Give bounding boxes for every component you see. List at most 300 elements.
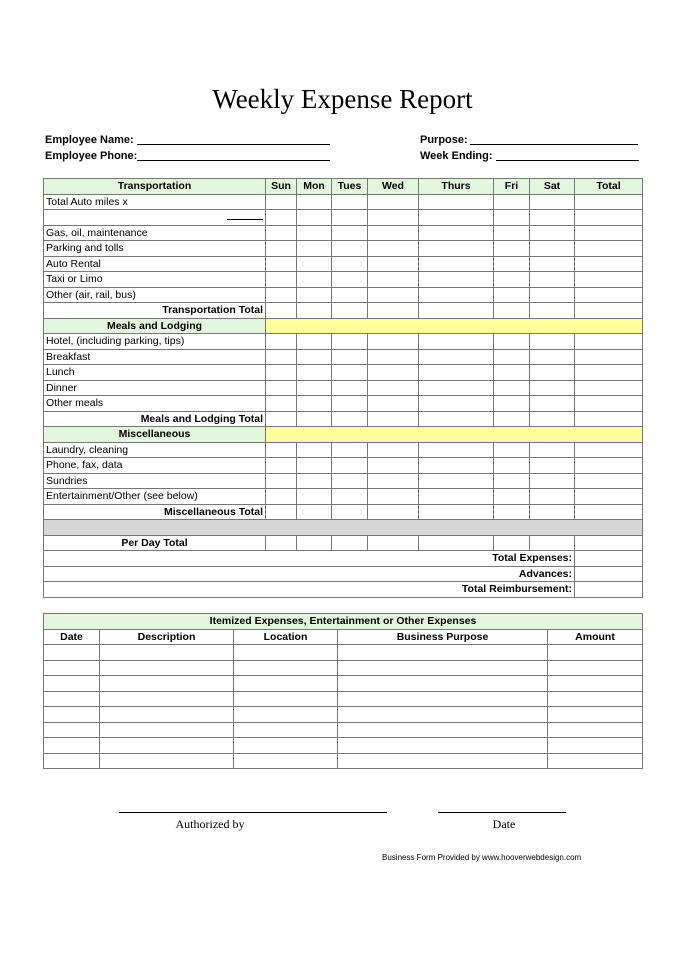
per-day-total-row-amount-cell[interactable] xyxy=(368,535,419,551)
transportation-row xyxy=(44,256,643,272)
transportation-row-amount-cell[interactable] xyxy=(368,225,419,241)
itemized-entry-cell[interactable] xyxy=(44,753,100,769)
itemized-entry-cell[interactable] xyxy=(44,645,100,661)
misc-row-amount-cell[interactable] xyxy=(332,458,368,474)
transportation-row xyxy=(44,225,643,241)
itemized-column-header: Date xyxy=(44,629,100,645)
transportation-row-amount-cell[interactable] xyxy=(494,287,530,303)
itemized-entry-row xyxy=(44,707,643,723)
per-day-total-row-amount-cell[interactable] xyxy=(332,535,368,551)
misc-row-amount-cell[interactable] xyxy=(575,473,643,489)
transportation-row-amount-cell[interactable] xyxy=(530,287,575,303)
meals-row-amount-cell[interactable] xyxy=(332,396,368,412)
meals-total-row-amount-cell[interactable] xyxy=(368,411,419,427)
summary-row xyxy=(44,551,643,567)
misc-row-label: Laundry, cleaning xyxy=(44,442,266,458)
itemized-entry-cell[interactable] xyxy=(100,753,234,769)
transportation-row-amount-cell[interactable] xyxy=(494,241,530,257)
summary-label: Advances: xyxy=(44,566,575,582)
transportation-row-amount-cell[interactable] xyxy=(297,272,332,288)
summary-label: Total Expenses: xyxy=(44,551,575,567)
meals-row-amount-cell[interactable] xyxy=(332,334,368,350)
transportation-row-amount-cell[interactable] xyxy=(368,272,419,288)
misc-row-amount-cell[interactable] xyxy=(419,458,494,474)
itemized-entry-cell[interactable] xyxy=(44,676,100,692)
summary-amount-cell[interactable] xyxy=(575,566,643,582)
meals-row-label: Lunch xyxy=(44,365,266,381)
itemized-entry-row xyxy=(44,676,643,692)
meals-row-amount-cell[interactable] xyxy=(419,380,494,396)
transportation-total-row-amount-cell[interactable] xyxy=(530,303,575,319)
transportation-row-amount-cell[interactable] xyxy=(530,272,575,288)
transportation-row-amount-cell[interactable] xyxy=(575,225,643,241)
meals-row-amount-cell[interactable] xyxy=(575,396,643,412)
per-day-total-row xyxy=(44,535,643,551)
itemized-entry-cell[interactable] xyxy=(44,707,100,723)
transportation-row-amount-cell[interactable] xyxy=(297,225,332,241)
itemized-header-row xyxy=(44,629,643,645)
transportation-total-row-amount-cell[interactable] xyxy=(494,303,530,319)
transportation-header: Transportation xyxy=(44,179,266,195)
meals-total-row xyxy=(44,411,643,427)
summary-amount-cell[interactable] xyxy=(575,551,643,567)
transportation-row-amount-cell[interactable] xyxy=(266,256,297,272)
misc-row-amount-cell[interactable] xyxy=(494,442,530,458)
footer-credit: Business Form Provided by www.hooverwebdesign.com xyxy=(382,853,582,862)
misc-row-amount-cell[interactable] xyxy=(368,442,419,458)
employee-phone-label: Employee Phone: xyxy=(45,150,138,162)
meals-row-amount-cell[interactable] xyxy=(297,365,332,381)
misc-row-amount-cell[interactable] xyxy=(530,458,575,474)
meals-row-amount-cell[interactable] xyxy=(575,365,643,381)
transportation-row-amount-cell[interactable] xyxy=(297,194,332,210)
itemized-entry-cell[interactable] xyxy=(338,738,548,754)
meals-row-amount-cell[interactable] xyxy=(530,396,575,412)
itemized-entry-cell[interactable] xyxy=(338,645,548,661)
expense-table xyxy=(43,178,643,598)
meals-row-amount-cell[interactable] xyxy=(494,365,530,381)
meals-row-amount-cell[interactable] xyxy=(297,396,332,412)
miles-rate-field[interactable] xyxy=(227,210,263,220)
misc-row-amount-cell[interactable] xyxy=(332,473,368,489)
meals-row-amount-cell[interactable] xyxy=(368,396,419,412)
meals-row-amount-cell[interactable] xyxy=(419,349,494,365)
transportation-row-amount-cell[interactable] xyxy=(494,272,530,288)
transportation-row-label: Auto Rental xyxy=(44,256,266,272)
per-day-total-row-amount-cell[interactable] xyxy=(297,535,332,551)
transportation-row-label: Taxi or Limo xyxy=(44,272,266,288)
itemized-entry-row xyxy=(44,738,643,754)
misc-row-amount-cell[interactable] xyxy=(419,442,494,458)
transportation-row-amount-cell[interactable] xyxy=(266,194,297,210)
meals-row-label: Dinner xyxy=(44,380,266,396)
meals-row-amount-cell[interactable] xyxy=(419,396,494,412)
misc-row-amount-cell[interactable] xyxy=(530,489,575,505)
misc-row-amount-cell[interactable] xyxy=(266,458,297,474)
per-day-total-row-amount-cell[interactable] xyxy=(575,535,643,551)
misc-section-row-band xyxy=(266,427,643,443)
meals-row-amount-cell[interactable] xyxy=(494,396,530,412)
meals-section-row-band xyxy=(266,318,643,334)
transportation-row-amount-cell[interactable] xyxy=(575,287,643,303)
meals-row-amount-cell[interactable] xyxy=(266,334,297,350)
itemized-entry-row xyxy=(44,691,643,707)
itemized-entry-cell[interactable] xyxy=(44,660,100,676)
meals-row-amount-cell[interactable] xyxy=(368,365,419,381)
per-day-total-row-amount-cell[interactable] xyxy=(419,535,494,551)
transportation-row-amount-cell[interactable] xyxy=(494,210,530,226)
meals-row-amount-cell[interactable] xyxy=(332,349,368,365)
separator-row xyxy=(44,520,643,536)
meals-row-amount-cell[interactable] xyxy=(530,334,575,350)
meals-total-row-amount-cell[interactable] xyxy=(419,411,494,427)
misc-row-amount-cell[interactable] xyxy=(266,442,297,458)
transportation-row-amount-cell[interactable] xyxy=(419,225,494,241)
misc-row-amount-cell[interactable] xyxy=(332,489,368,505)
transportation-row-amount-cell[interactable] xyxy=(332,225,368,241)
transportation-row-label xyxy=(44,210,266,226)
misc-row-amount-cell[interactable] xyxy=(297,458,332,474)
itemized-entry-cell[interactable] xyxy=(44,722,100,738)
meals-row-amount-cell[interactable] xyxy=(368,349,419,365)
transportation-row-amount-cell[interactable] xyxy=(332,194,368,210)
misc-row-amount-cell[interactable] xyxy=(297,489,332,505)
meals-row-amount-cell[interactable] xyxy=(530,349,575,365)
meals-row xyxy=(44,365,643,381)
itemized-entry-row xyxy=(44,660,643,676)
transportation-row-amount-cell[interactable] xyxy=(530,210,575,226)
misc-row-label: Entertainment/Other (see below) xyxy=(44,489,266,505)
meals-row-label: Hotel, (including parking, tips) xyxy=(44,334,266,350)
week-ending-label: Week Ending: xyxy=(420,150,493,162)
meals-section-row-label: Meals and Lodging xyxy=(44,318,266,334)
transportation-row xyxy=(44,210,643,226)
misc-row xyxy=(44,489,643,505)
transportation-row xyxy=(44,287,643,303)
meals-total-row-amount-cell[interactable] xyxy=(297,411,332,427)
itemized-entry-cell[interactable] xyxy=(548,691,643,707)
meals-row xyxy=(44,349,643,365)
signature-date-label: Date xyxy=(492,817,516,831)
itemized-entry-cell[interactable] xyxy=(548,645,643,661)
misc-total-row-amount-cell[interactable] xyxy=(332,504,368,520)
itemized-entry-cell[interactable] xyxy=(548,722,643,738)
itemized-entry-cell[interactable] xyxy=(100,722,234,738)
meals-row-amount-cell[interactable] xyxy=(368,334,419,350)
transportation-row-amount-cell[interactable] xyxy=(575,272,643,288)
meals-row-amount-cell[interactable] xyxy=(297,334,332,350)
misc-total-row xyxy=(44,504,643,520)
itemized-entry-cell[interactable] xyxy=(100,645,234,661)
transportation-row-amount-cell[interactable] xyxy=(368,210,419,226)
itemized-entry-cell[interactable] xyxy=(44,691,100,707)
itemized-entry-cell[interactable] xyxy=(234,676,338,692)
misc-total-row-amount-cell[interactable] xyxy=(494,504,530,520)
itemized-entry-cell[interactable] xyxy=(338,660,548,676)
meals-row-amount-cell[interactable] xyxy=(332,365,368,381)
misc-row-amount-cell[interactable] xyxy=(419,473,494,489)
meals-row-amount-cell[interactable] xyxy=(530,380,575,396)
day-header-mon: Mon xyxy=(297,179,332,195)
itemized-entry-cell[interactable] xyxy=(548,753,643,769)
itemized-column-header: Amount xyxy=(548,629,643,645)
transportation-row-amount-cell[interactable] xyxy=(368,194,419,210)
misc-total-row-amount-cell[interactable] xyxy=(419,504,494,520)
meals-row-label: Other meals xyxy=(44,396,266,412)
misc-row-amount-cell[interactable] xyxy=(530,473,575,489)
misc-row xyxy=(44,473,643,489)
meals-row-amount-cell[interactable] xyxy=(419,365,494,381)
meals-total-row-amount-cell[interactable] xyxy=(530,411,575,427)
transportation-row-amount-cell[interactable] xyxy=(575,194,643,210)
misc-row-amount-cell[interactable] xyxy=(368,489,419,505)
misc-row-amount-cell[interactable] xyxy=(419,489,494,505)
meals-row-amount-cell[interactable] xyxy=(530,365,575,381)
itemized-column-header: Business Purpose xyxy=(338,629,548,645)
itemized-column-header: Location xyxy=(234,629,338,645)
misc-row-amount-cell[interactable] xyxy=(494,458,530,474)
employee-name-field[interactable] xyxy=(137,144,330,145)
itemized-entry-cell[interactable] xyxy=(100,691,234,707)
meals-row-label: Breakfast xyxy=(44,349,266,365)
transportation-row-amount-cell[interactable] xyxy=(419,256,494,272)
transportation-row-amount-cell[interactable] xyxy=(575,256,643,272)
transportation-row-amount-cell[interactable] xyxy=(575,210,643,226)
transportation-row-amount-cell[interactable] xyxy=(419,210,494,226)
itemized-entry-cell[interactable] xyxy=(548,676,643,692)
misc-row-label: Phone, fax, data xyxy=(44,458,266,474)
itemized-column-header: Description xyxy=(100,629,234,645)
transportation-row-label: Parking and tolls xyxy=(44,241,266,257)
day-header-sat: Sat xyxy=(530,179,575,195)
misc-row-amount-cell[interactable] xyxy=(297,473,332,489)
misc-total-row-label: Miscellaneous Total xyxy=(44,504,266,520)
summary-amount-cell[interactable] xyxy=(575,582,643,598)
purpose-label: Purpose: xyxy=(420,134,468,146)
meals-row-amount-cell[interactable] xyxy=(297,380,332,396)
misc-total-row-amount-cell[interactable] xyxy=(575,504,643,520)
misc-row-amount-cell[interactable] xyxy=(530,442,575,458)
employee-name-label: Employee Name: xyxy=(45,134,134,146)
meals-total-row-amount-cell[interactable] xyxy=(266,411,297,427)
transportation-row-amount-cell[interactable] xyxy=(530,256,575,272)
day-header-thurs: Thurs xyxy=(419,179,494,195)
misc-row-amount-cell[interactable] xyxy=(575,458,643,474)
itemized-entry-cell[interactable] xyxy=(234,660,338,676)
transportation-row xyxy=(44,194,643,210)
day-header-sun: Sun xyxy=(266,179,297,195)
transportation-row-amount-cell[interactable] xyxy=(297,210,332,226)
transportation-row-amount-cell[interactable] xyxy=(494,225,530,241)
itemized-entry-cell[interactable] xyxy=(234,722,338,738)
meals-row-amount-cell[interactable] xyxy=(419,334,494,350)
itemized-entry-cell[interactable] xyxy=(234,707,338,723)
transportation-row xyxy=(44,241,643,257)
itemized-expenses-table xyxy=(43,613,643,769)
day-header-fri: Fri xyxy=(494,179,530,195)
meals-row-amount-cell[interactable] xyxy=(332,380,368,396)
meals-section-row xyxy=(44,318,643,334)
transportation-row-amount-cell[interactable] xyxy=(266,287,297,303)
total-header: Total xyxy=(575,179,643,195)
table-header-row xyxy=(44,179,643,195)
transportation-row-amount-cell[interactable] xyxy=(266,210,297,226)
misc-total-row-amount-cell[interactable] xyxy=(530,504,575,520)
itemized-entry-cell[interactable] xyxy=(338,676,548,692)
itemized-title: Itemized Expenses, Entertainment or Other Expenses xyxy=(44,614,643,630)
misc-row xyxy=(44,458,643,474)
misc-row-amount-cell[interactable] xyxy=(297,442,332,458)
separator-band xyxy=(44,520,643,536)
meals-row-amount-cell[interactable] xyxy=(494,334,530,350)
transportation-row-amount-cell[interactable] xyxy=(368,241,419,257)
transportation-row-amount-cell[interactable] xyxy=(494,256,530,272)
transportation-row-label: Gas, oil, maintenance xyxy=(44,225,266,241)
transportation-row-amount-cell[interactable] xyxy=(266,272,297,288)
transportation-total-row-amount-cell[interactable] xyxy=(332,303,368,319)
itemized-entry-row xyxy=(44,753,643,769)
transportation-row-label: Other (air, rail, bus) xyxy=(44,287,266,303)
meals-row-amount-cell[interactable] xyxy=(266,349,297,365)
itemized-entry-cell[interactable] xyxy=(338,753,548,769)
transportation-row-amount-cell[interactable] xyxy=(297,287,332,303)
itemized-entry-cell[interactable] xyxy=(100,707,234,723)
per-day-total-row-label: Per Day Total xyxy=(44,535,266,551)
transportation-row-amount-cell[interactable] xyxy=(266,225,297,241)
misc-row-amount-cell[interactable] xyxy=(266,473,297,489)
itemized-entry-cell[interactable] xyxy=(44,738,100,754)
meals-row-amount-cell[interactable] xyxy=(575,349,643,365)
misc-row-amount-cell[interactable] xyxy=(368,473,419,489)
itemized-entry-cell[interactable] xyxy=(338,707,548,723)
itemized-entry-cell[interactable] xyxy=(338,691,548,707)
transportation-row-amount-cell[interactable] xyxy=(332,287,368,303)
transportation-total-row-amount-cell[interactable] xyxy=(575,303,643,319)
transportation-row-amount-cell[interactable] xyxy=(266,241,297,257)
employee-phone-field[interactable] xyxy=(137,160,330,161)
itemized-entry-cell[interactable] xyxy=(548,660,643,676)
transportation-total-row-amount-cell[interactable] xyxy=(419,303,494,319)
transportation-total-row-label: Transportation Total xyxy=(44,303,266,319)
misc-total-row-amount-cell[interactable] xyxy=(297,504,332,520)
transportation-row-amount-cell[interactable] xyxy=(419,287,494,303)
transportation-row-amount-cell[interactable] xyxy=(419,241,494,257)
transportation-row-amount-cell[interactable] xyxy=(575,241,643,257)
per-day-total-row-amount-cell[interactable] xyxy=(266,535,297,551)
transportation-total-row-amount-cell[interactable] xyxy=(368,303,419,319)
misc-total-row-amount-cell[interactable] xyxy=(266,504,297,520)
meals-total-row-amount-cell[interactable] xyxy=(494,411,530,427)
transportation-row-amount-cell[interactable] xyxy=(419,272,494,288)
itemized-entry-cell[interactable] xyxy=(548,707,643,723)
transportation-total-row xyxy=(44,303,643,319)
per-day-total-row-amount-cell[interactable] xyxy=(530,535,575,551)
purpose-field[interactable] xyxy=(470,144,638,145)
misc-total-row-amount-cell[interactable] xyxy=(368,504,419,520)
signature-date-line[interactable] xyxy=(438,812,566,813)
transportation-total-row-amount-cell[interactable] xyxy=(266,303,297,319)
meals-row xyxy=(44,380,643,396)
transportation-total-row-amount-cell[interactable] xyxy=(297,303,332,319)
itemized-entry-cell[interactable] xyxy=(100,660,234,676)
transportation-row-amount-cell[interactable] xyxy=(530,241,575,257)
meals-row-amount-cell[interactable] xyxy=(494,380,530,396)
meals-row-amount-cell[interactable] xyxy=(368,380,419,396)
misc-row-amount-cell[interactable] xyxy=(575,442,643,458)
meals-row xyxy=(44,396,643,412)
itemized-entry-cell[interactable] xyxy=(234,691,338,707)
misc-row xyxy=(44,442,643,458)
meals-row-amount-cell[interactable] xyxy=(266,396,297,412)
transportation-row-amount-cell[interactable] xyxy=(368,287,419,303)
itemized-entry-cell[interactable] xyxy=(548,738,643,754)
transportation-row-amount-cell[interactable] xyxy=(297,241,332,257)
misc-section-row xyxy=(44,427,643,443)
itemized-entry-cell[interactable] xyxy=(338,722,548,738)
misc-row-amount-cell[interactable] xyxy=(368,458,419,474)
day-header-tues: Tues xyxy=(332,179,368,195)
itemized-title-row xyxy=(44,614,643,630)
meals-row-amount-cell[interactable] xyxy=(266,365,297,381)
itemized-entry-cell[interactable] xyxy=(100,738,234,754)
itemized-entry-cell[interactable] xyxy=(234,738,338,754)
summary-row xyxy=(44,582,643,598)
transportation-row-amount-cell[interactable] xyxy=(530,194,575,210)
transportation-row-amount-cell[interactable] xyxy=(332,256,368,272)
transportation-row-amount-cell[interactable] xyxy=(332,210,368,226)
authorized-by-line[interactable] xyxy=(119,812,387,813)
transportation-row-amount-cell[interactable] xyxy=(494,194,530,210)
misc-row-label: Sundries xyxy=(44,473,266,489)
transportation-row-amount-cell[interactable] xyxy=(332,272,368,288)
itemized-entry-row xyxy=(44,645,643,661)
itemized-entry-cell[interactable] xyxy=(100,676,234,692)
meals-row-amount-cell[interactable] xyxy=(575,334,643,350)
meals-total-row-amount-cell[interactable] xyxy=(575,411,643,427)
itemized-entry-cell[interactable] xyxy=(234,753,338,769)
summary-label: Total Reimbursement: xyxy=(44,582,575,598)
week-ending-field[interactable] xyxy=(496,160,639,161)
misc-row-amount-cell[interactable] xyxy=(332,442,368,458)
misc-section-row-label: Miscellaneous xyxy=(44,427,266,443)
transportation-row-amount-cell[interactable] xyxy=(368,256,419,272)
meals-total-row-label: Meals and Lodging Total xyxy=(44,411,266,427)
misc-row-amount-cell[interactable] xyxy=(494,473,530,489)
misc-row-amount-cell[interactable] xyxy=(575,489,643,505)
transportation-row xyxy=(44,272,643,288)
meals-total-row-amount-cell[interactable] xyxy=(332,411,368,427)
itemized-entry-row xyxy=(44,722,643,738)
misc-row-amount-cell[interactable] xyxy=(494,489,530,505)
authorized-by-label: Authorized by xyxy=(175,817,245,831)
transportation-row-amount-cell[interactable] xyxy=(419,194,494,210)
itemized-entry-cell[interactable] xyxy=(234,645,338,661)
misc-row-amount-cell[interactable] xyxy=(266,489,297,505)
day-header-wed: Wed xyxy=(368,179,419,195)
meals-row-amount-cell[interactable] xyxy=(266,380,297,396)
page-title: Weekly Expense Report xyxy=(212,84,473,114)
meals-row-amount-cell[interactable] xyxy=(494,349,530,365)
transportation-row-amount-cell[interactable] xyxy=(530,225,575,241)
meals-row xyxy=(44,334,643,350)
transportation-row-label: Total Auto miles x xyxy=(44,194,266,210)
meals-row-amount-cell[interactable] xyxy=(575,380,643,396)
transportation-row-amount-cell[interactable] xyxy=(332,241,368,257)
summary-row xyxy=(44,566,643,582)
per-day-total-row-amount-cell[interactable] xyxy=(494,535,530,551)
meals-row-amount-cell[interactable] xyxy=(297,349,332,365)
transportation-row-amount-cell[interactable] xyxy=(297,256,332,272)
